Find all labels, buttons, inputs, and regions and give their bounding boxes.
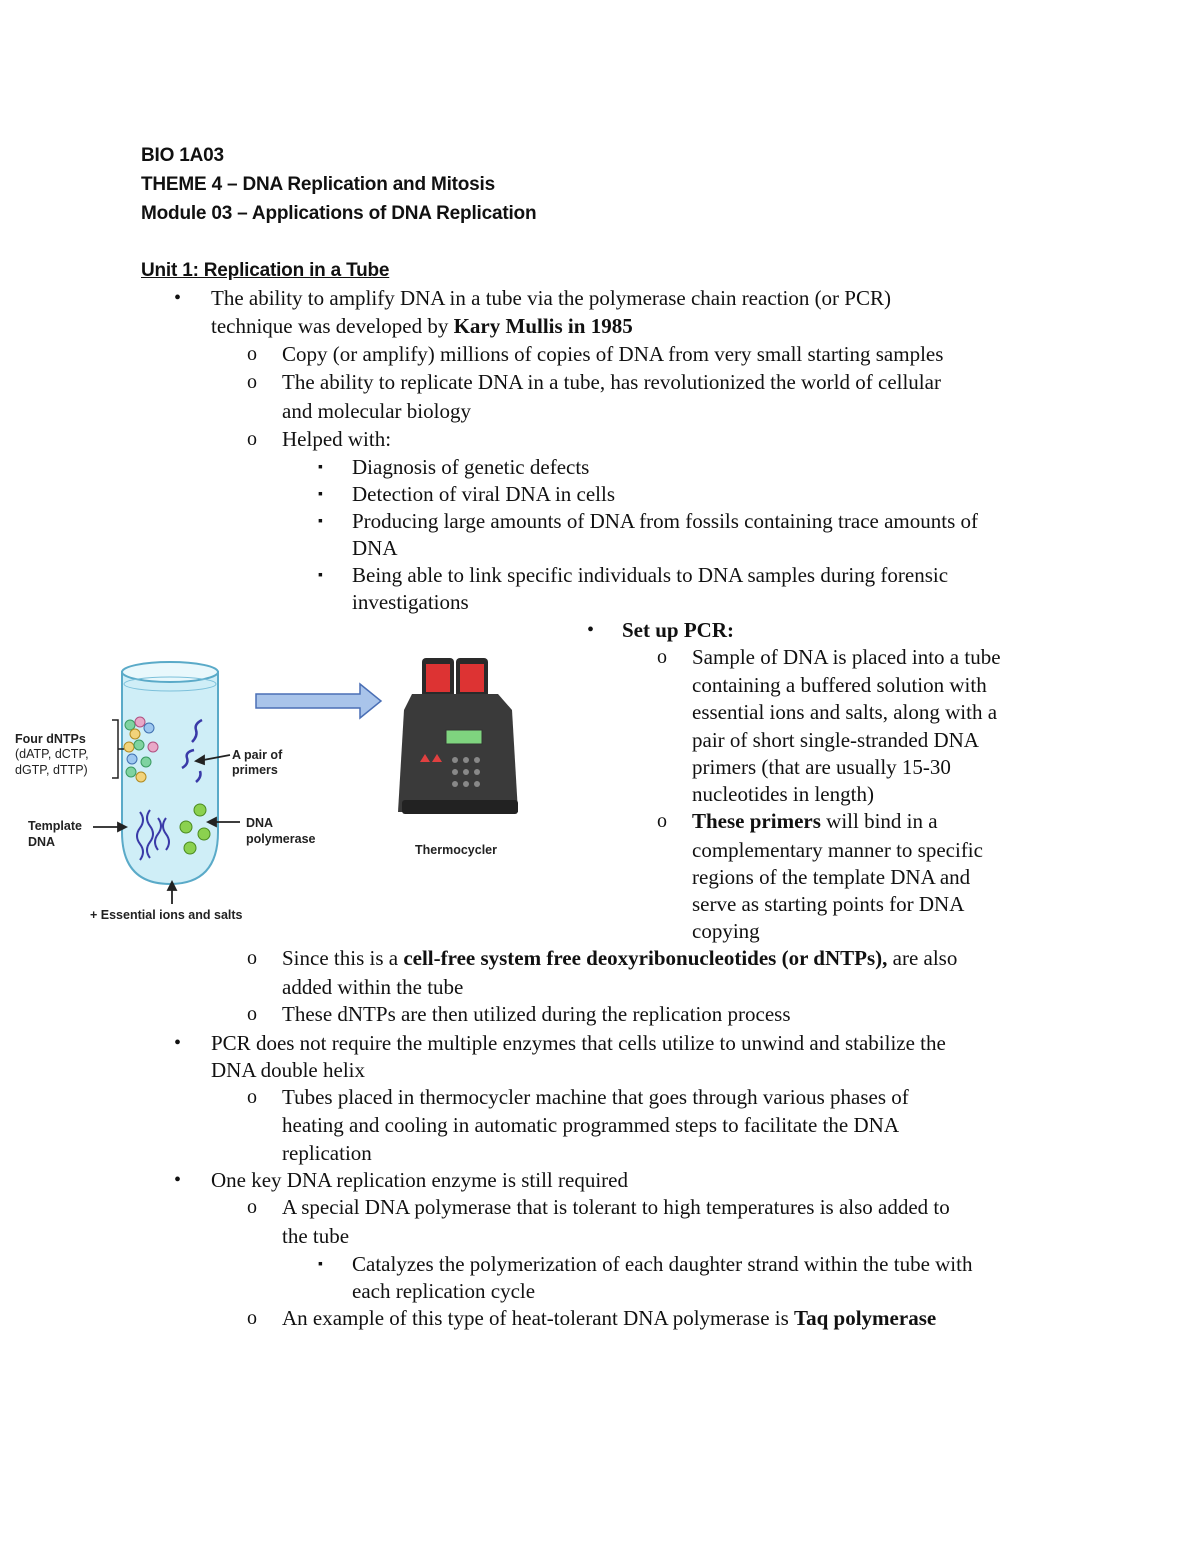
thermocycler-device: [398, 658, 518, 814]
theme-title: THEME 4 – DNA Replication and Mitosis: [141, 174, 495, 195]
circle-bullet: o: [247, 1003, 257, 1025]
text-line: A special DNA polymerase that is tolerant to high temperatures is also added to: [282, 1195, 950, 1219]
text-line: investigations: [352, 590, 469, 614]
circle-bullet: o: [247, 1086, 257, 1108]
disc-bullet: •: [587, 619, 595, 641]
circle-bullet: o: [247, 371, 257, 393]
text-line: One key DNA replication enzyme is still required: [211, 1168, 628, 1192]
square-bullet: ▪: [318, 1257, 323, 1272]
text-line: each replication cycle: [352, 1279, 536, 1303]
circle-bullet: o: [247, 1196, 257, 1218]
text-line: essential ions and salts, along with a: [692, 700, 998, 724]
text-line: primers (that are usually 15-30: [692, 755, 951, 779]
text-line: The ability to replicate DNA in a tube, has revolutionized the world of cellular: [282, 370, 941, 394]
text-line: containing a buffered solution with: [692, 673, 987, 697]
text-line: These primers will bind in a: [692, 809, 938, 833]
taq-polymerase-emphasis: Taq polymerase: [794, 1306, 937, 1330]
circle-bullet: o: [657, 646, 667, 668]
text-line: Diagnosis of genetic defects: [352, 455, 590, 479]
text-line: copying: [692, 919, 760, 943]
label-polymerase-a: DNA: [246, 816, 274, 830]
disc-bullet: •: [174, 287, 182, 309]
text-line: PCR does not require the multiple enzymes that cells utilize to unwind and stabilize the: [211, 1031, 946, 1055]
square-bullet: ▪: [318, 460, 323, 475]
text-line: Helped with:: [282, 427, 392, 451]
circle-bullet: o: [247, 947, 257, 969]
course-code: BIO 1A03: [141, 145, 224, 166]
label-dntps-a: (dATP, dCTP,: [15, 747, 89, 761]
pcr-setup-figure: [0, 622, 560, 942]
text-line: Catalyzes the polymerization of each daughter strand within the tube with: [352, 1252, 973, 1276]
text-line: The ability to amplify DNA in a tube via the polymerase chain reaction (or PCR): [211, 286, 891, 310]
circle-bullet: o: [247, 1307, 257, 1329]
text-line: Detection of viral DNA in cells: [352, 482, 616, 506]
module-title: Module 03 – Applications of DNA Replication: [141, 203, 537, 224]
label-four-dntps: Four dNTPs: [15, 732, 86, 746]
text-line: Sample of DNA is placed into a tube: [692, 645, 1001, 669]
primers-emphasis: These primers: [692, 809, 821, 833]
square-bullet: ▪: [318, 568, 323, 583]
text-line: pair of short single-stranded DNA: [692, 728, 979, 752]
label-dntps-b: dGTP, dTTP): [15, 763, 88, 777]
label-primers-b: primers: [232, 763, 278, 777]
label-template-dna: DNA: [28, 835, 56, 849]
text-line: the tube: [282, 1224, 350, 1248]
label-primers-a: A pair of: [232, 748, 283, 762]
text-line: DNA: [352, 536, 398, 560]
text-line: complementary manner to specific: [692, 838, 983, 862]
text-line: Being able to link specific individuals to DNA samples during forensic: [352, 563, 949, 587]
text-line: These dNTPs are then utilized during the replication process: [282, 1002, 791, 1026]
label-polymerase-b: polymerase: [246, 832, 316, 846]
circle-bullet: o: [657, 810, 667, 832]
text-line: Since this is a cell-free system free deoxyribonucleotides (or dNTPs), are also: [282, 946, 958, 970]
text-line: Tubes placed in thermocycler machine that goes through various phases of: [282, 1085, 909, 1109]
text-line: added within the tube: [282, 975, 464, 999]
text-line: Copy (or amplify) millions of copies of DNA from very small starting samples: [282, 342, 944, 366]
square-bullet: ▪: [318, 514, 323, 529]
kary-mullis-emphasis: Kary Mullis in 1985: [453, 314, 633, 338]
label-thermocycler: Thermocycler: [415, 843, 497, 857]
process-arrow: [256, 684, 381, 718]
square-bullet: ▪: [318, 487, 323, 502]
circle-bullet: o: [247, 343, 257, 365]
unit-title: Unit 1: Replication in a Tube: [141, 260, 390, 281]
circle-bullet: o: [247, 428, 257, 450]
disc-bullet: •: [174, 1169, 182, 1191]
label-template: Template: [28, 819, 82, 833]
setup-pcr-heading: Set up PCR:: [622, 618, 735, 642]
disc-bullet: •: [174, 1032, 182, 1054]
text-line: heating and cooling in automatic programmed steps to facilitate the DNA: [282, 1113, 899, 1137]
text-line: An example of this type of heat-tolerant DNA polymerase is Taq polymerase: [282, 1306, 937, 1330]
text-line: and molecular biology: [282, 399, 471, 423]
text-line: nucleotides in length): [692, 782, 874, 806]
text-line: regions of the template DNA and: [692, 865, 971, 889]
text-line: DNA double helix: [211, 1058, 365, 1082]
text-line: serve as starting points for DNA: [692, 892, 965, 916]
dntps-emphasis: cell-free system free deoxyribonucleotides (or dNTPs),: [403, 946, 888, 970]
text-line: Producing large amounts of DNA from fossils containing trace amounts of: [352, 509, 979, 533]
label-essential-ions: + Essential ions and salts: [90, 908, 243, 922]
text-line: replication: [282, 1141, 372, 1165]
text-line: technique was developed by Kary Mullis in 1985: [211, 314, 633, 338]
